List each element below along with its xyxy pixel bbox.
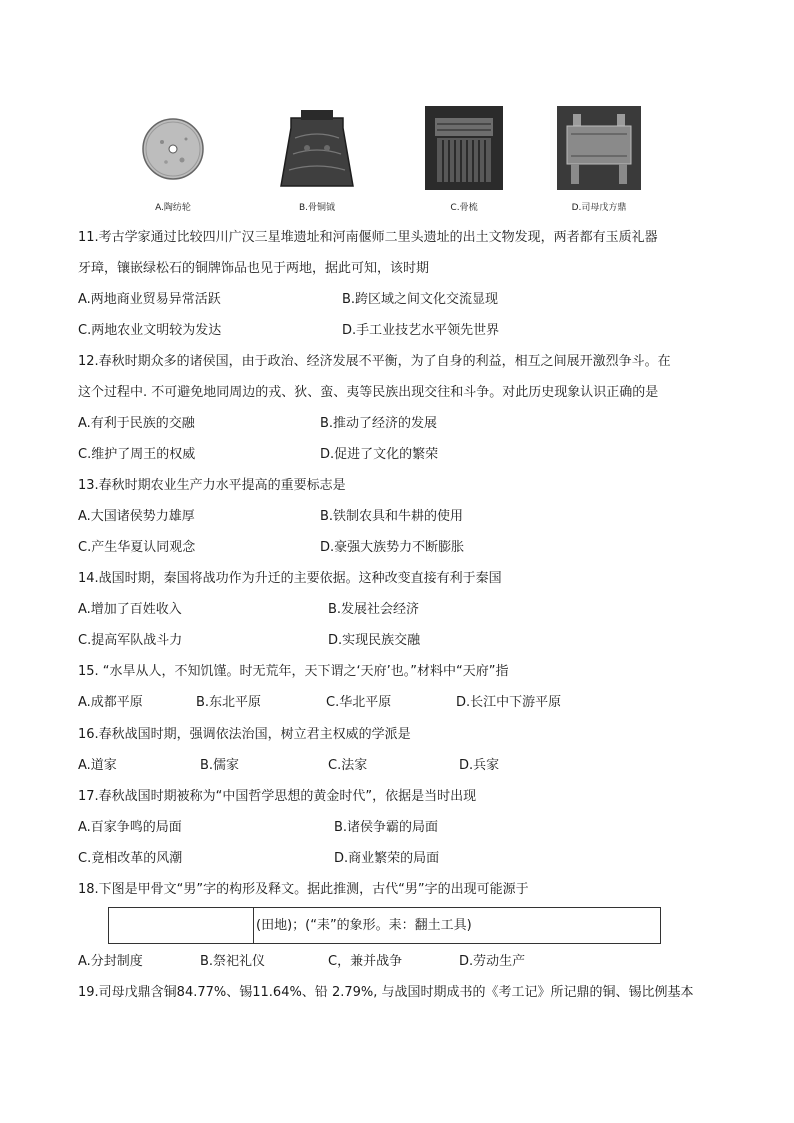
q12-option-a[interactable]: A.有利于民族的交融	[78, 416, 195, 431]
q13-option-c[interactable]: C.产生华夏认同观念	[78, 540, 196, 555]
q15-option-b[interactable]: B.东北平原	[196, 695, 262, 710]
figure-c-caption: C.骨梳	[450, 203, 478, 213]
q14-option-b[interactable]: B.发展社会经济	[328, 602, 420, 617]
q16-option-b[interactable]: B.儒家	[200, 758, 240, 773]
q11-option-d[interactable]: D.手工业技艺水平领先世界	[342, 323, 500, 338]
glyph-explanation: (田地)；(“耒”的象形。耒：翻土工具)	[256, 918, 472, 933]
q13-option-b[interactable]: B.铁制农具和牛耕的使用	[320, 509, 464, 524]
q17-stem-line1: 17.春秋战国时期被称为“中国哲学思想的黄金时代”，依据是当时出现	[78, 789, 477, 804]
bone-comb-image	[423, 104, 505, 194]
q12-option-d[interactable]: D.促进了文化的繁荣	[320, 447, 439, 462]
figure-a	[138, 104, 208, 213]
bronze-axe-image	[273, 104, 361, 194]
q11-stem-line2: 牙璋，镶嵌绿松石的铜牌饰品也见于两地，据此可知，该时期	[78, 261, 430, 276]
q16-option-c[interactable]: C.法家	[328, 758, 368, 773]
q16-option-d[interactable]: D.兵家	[459, 758, 500, 773]
ding-vessel-image	[555, 104, 643, 194]
q13-option-a[interactable]: A.大国诸侯势力雄厚	[78, 509, 195, 524]
q12-option-b[interactable]: B.推动了经济的发展	[320, 416, 438, 431]
figure-d-caption: D.司母戊方鼎	[571, 203, 627, 213]
q14-option-a[interactable]: A.增加了百姓收入	[78, 602, 182, 617]
q13-option-d[interactable]: D.豪强大族势力不断膨胀	[320, 540, 465, 555]
q16-option-a[interactable]: A.道家	[78, 758, 117, 773]
q18-option-b[interactable]: B.祭祀礼仪	[200, 954, 266, 969]
artifact-figures	[128, 104, 688, 216]
q14-option-c[interactable]: C.提高军队战斗力	[78, 633, 183, 648]
q18-stem-line1: 18.下图是甲骨文“男”字的构形及释文。据此推测，古代“男”字的出现可能源于	[78, 882, 529, 897]
q11-option-c[interactable]: C.两地农业文明较为发达	[78, 323, 222, 338]
figure-d	[555, 104, 643, 213]
q15-option-c[interactable]: C.华北平原	[326, 695, 392, 710]
oracle-bone-glyph-table	[108, 907, 661, 944]
q17-option-d[interactable]: D.商业繁荣的局面	[334, 851, 440, 866]
q15-stem-line1: 15. “水旱从人，不知饥馑。时无荒年，天下谓之‘天府’也。”材料中“天府”指	[78, 664, 509, 679]
figure-b	[273, 104, 361, 213]
q11-stem-line1: 11.考古学家通过比较四川广汉三星堆遗址和河南偃师二里头遗址的出土文物发现，两者都有玉质礼器	[78, 230, 658, 245]
q11-option-a[interactable]: A.两地商业贸易异常活跃	[78, 292, 221, 307]
q17-option-b[interactable]: B.诸侯争霸的局面	[334, 820, 439, 835]
figure-b-caption: B.骨铜钺	[298, 203, 336, 213]
q18-option-a[interactable]: A.分封制度	[78, 954, 143, 969]
q17-option-c[interactable]: C.竟相改革的风潮	[78, 851, 183, 866]
q11-option-b[interactable]: B.跨区域之间文化交流显现	[342, 292, 499, 307]
q18-option-c[interactable]: C，兼并战争	[328, 954, 403, 969]
q16-stem-line1: 16.春秋战国时期，强调依法治国，树立君主权威的学派是	[78, 727, 411, 742]
q12-option-c[interactable]: C.维护了周王的权威	[78, 447, 196, 462]
q12-stem-line2: 这个过程中. 不可避免地同周边的戎、狄、蛮、夷等民族出现交往和斗争。对此历史现象认识正确的是	[78, 385, 659, 400]
glyph-image-cell	[109, 908, 254, 943]
q13-stem-line1: 13.春秋时期农业生产力水平提高的重要标志是	[78, 478, 346, 493]
figure-a-caption: A.陶纺轮	[155, 203, 191, 213]
figure-c	[423, 104, 505, 213]
q14-option-d[interactable]: D.实现民族交融	[328, 633, 421, 648]
q12-stem-line1: 12.春秋时期众多的诸侯国，由于政治、经济发展不平衡，为了自身的利益，相互之间展开激烈争斗。在	[78, 354, 671, 369]
spindle-whorl-image	[138, 104, 208, 194]
q14-stem-line1: 14.战国时期，秦国将战功作为升迁的主要依据。这种改变直接有利于秦国	[78, 571, 502, 586]
q15-option-d[interactable]: D.长江中下游平原	[456, 695, 562, 710]
q19-stem-line1: 19.司母戊鼎含铜84.77%、锡11.64%、铅 2.79%, 与战国时期成书的《考工记》所记鼎的铜、锡比例基本	[78, 985, 694, 1000]
q18-option-d[interactable]: D.劳动生产	[459, 954, 526, 969]
q15-option-a[interactable]: A.成都平原	[78, 695, 143, 710]
q17-option-a[interactable]: A.百家争鸣的局面	[78, 820, 182, 835]
